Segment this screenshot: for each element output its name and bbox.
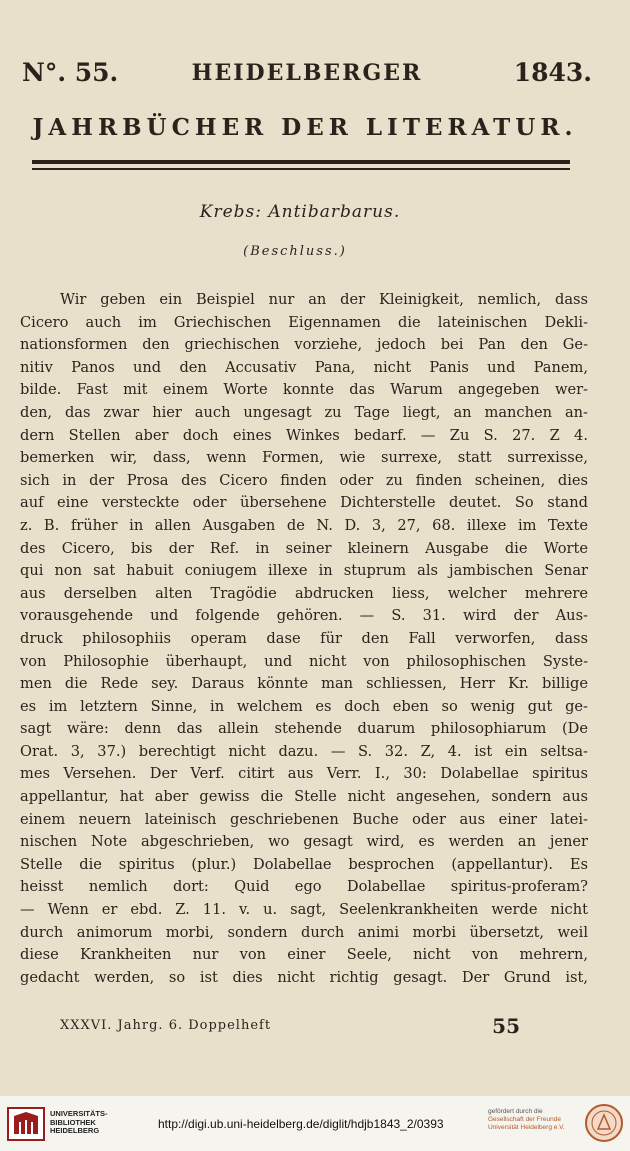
header-rule-thick bbox=[32, 160, 570, 164]
text-line: Wir geben ein Beispiel nur an der Kleinigkeit, nemlich, dass bbox=[60, 291, 588, 308]
sponsor-line: Gesellschaft der Freunde bbox=[488, 1116, 561, 1123]
signature-mark: XXXVI. Jahrg. 6. Doppelheft bbox=[60, 1018, 272, 1033]
text-line: — Wenn er ebd. Z. 11. v. u. sagt, Seelenkrankheiten werde nicht bbox=[20, 901, 588, 919]
library-name-line: BIBLIOTHEK bbox=[50, 1117, 96, 1127]
university-library-logo-icon bbox=[6, 1104, 46, 1144]
text-line: einem neuern lateinisch geschriebenen Buche oder aus einer latei- bbox=[20, 810, 588, 828]
text-line: bemerken wir, dass, wenn Formen, wie surrexe, statt surrexisse, bbox=[20, 449, 588, 467]
text-line: nischen Note abgeschrieben, wo gesagt wird, es werden an jener bbox=[20, 833, 588, 851]
text-line: Stelle die spiritus (plur.) Dolabellae besprochen (appellantur). Es bbox=[20, 855, 588, 873]
text-line: sich in der Prosa des Cicero finden oder zu finden scheinen, dies bbox=[20, 471, 588, 489]
text-line: mes Versehen. Der Verf. citirt aus Verr. I., 30: Dolabellae spiritus bbox=[20, 765, 588, 783]
journal-header bbox=[22, 58, 592, 92]
text-line: men die Rede sey. Daraus könnte man schliessen, Herr Kr. billige bbox=[20, 675, 588, 693]
text-line: gedacht werden, so ist dies nicht richtig gesagt. Der Grund ist, bbox=[20, 968, 588, 986]
article-subtitle: (Beschluss.) bbox=[243, 244, 347, 259]
text-line: den, das zwar hier auch ungesagt zu Tage liegt, an manchen an- bbox=[20, 403, 588, 421]
text-line: heisst nemlich dort: Quid ego Dolabellae spiritus-proferam? bbox=[20, 878, 588, 896]
sponsor-line: Universität Heidelberg e.V. bbox=[488, 1124, 565, 1131]
text-line: appellantur, hat aber gewiss die Stelle nicht angesehen, sondern aus bbox=[20, 788, 588, 806]
library-name bbox=[50, 1110, 108, 1136]
text-line: von Philosophie überhaupt, und nicht von philosophischen Syste- bbox=[20, 652, 588, 670]
sponsor-line: gefördert durch die bbox=[488, 1108, 543, 1115]
sponsor-text bbox=[488, 1108, 578, 1132]
text-line: sagt wäre: denn das allein stehende duarum philosophiarum (De bbox=[20, 720, 588, 738]
article-body bbox=[20, 289, 588, 989]
text-line: vorausgehende und folgende gehören. — S. 31. wird der Aus- bbox=[20, 607, 588, 625]
text-line: es im letztern Sinne, in welchem es doch eben so wenig gut ge- bbox=[20, 697, 588, 715]
article-title: Krebs: Antibarbarus. bbox=[199, 202, 401, 222]
journal-subtitle: JAHRBÜCHER DER LITERATUR. bbox=[32, 114, 578, 141]
issue-year: 1843. bbox=[513, 58, 592, 87]
text-line: Cicero auch im Griechischen Eigennamen die lateinischen Dekli- bbox=[20, 313, 588, 331]
viewer-footer-bar bbox=[0, 1096, 630, 1151]
issue-number: N°. 55. bbox=[22, 58, 119, 87]
text-line: auf eine versteckte oder übersehene Dichterstelle deutet. So stand bbox=[20, 494, 588, 512]
text-line: des Cicero, bis der Ref. in seiner kleinern Ausgabe die Worte bbox=[20, 539, 588, 557]
text-line: Orat. 3, 37.) berechtigt nicht dazu. — S. 32. Z, 4. ist ein seltsa- bbox=[20, 742, 588, 760]
text-line: bilde. Fast mit einem Worte konnte das Warum angegeben wer- bbox=[20, 381, 588, 399]
text-line: dern Stellen aber doch eines Winkes bedarf. — Zu S. 27. Z 4. bbox=[20, 426, 588, 444]
text-line: durch animorum morbi, sondern durch animi morbi übersetzt, weil bbox=[20, 923, 588, 941]
journal-title: HEIDELBERGER bbox=[191, 60, 423, 86]
page-number: 55 bbox=[492, 1014, 520, 1038]
text-line: diese Krankheiten nur von einer Seele, nicht von mehrern, bbox=[20, 946, 588, 964]
permalink-url[interactable]: http://digi.ub.uni-heidelberg.de/diglit/hdjb1843_2/0393 bbox=[158, 1117, 444, 1131]
text-line: qui non sat habuit coniugem illexe in stuprum als jambischen Senar bbox=[20, 562, 588, 580]
text-line: nationsformen den griechischen vorziehe, jedoch bei Pan den Ge- bbox=[20, 336, 588, 354]
page-footer bbox=[60, 1014, 580, 1038]
library-name-line: UNIVERSITÄTS- bbox=[50, 1109, 108, 1118]
header-rule-thin bbox=[32, 168, 570, 170]
text-line: aus derselben alten Tragödie abdrucken liess, welcher mehrere bbox=[20, 584, 588, 602]
text-line: druck philosophiis operam dase für den Fall verworfen, dass bbox=[20, 629, 588, 647]
society-seal-icon bbox=[584, 1103, 624, 1143]
text-line: z. B. früher in allen Ausgaben de N. D. 3, 27, 68. illexe im Texte bbox=[20, 516, 588, 534]
text-line: nitiv Panos und den Accusativ Pana, nicht Panis und Panem, bbox=[20, 358, 588, 376]
library-name-line: HEIDELBERG bbox=[50, 1126, 100, 1135]
